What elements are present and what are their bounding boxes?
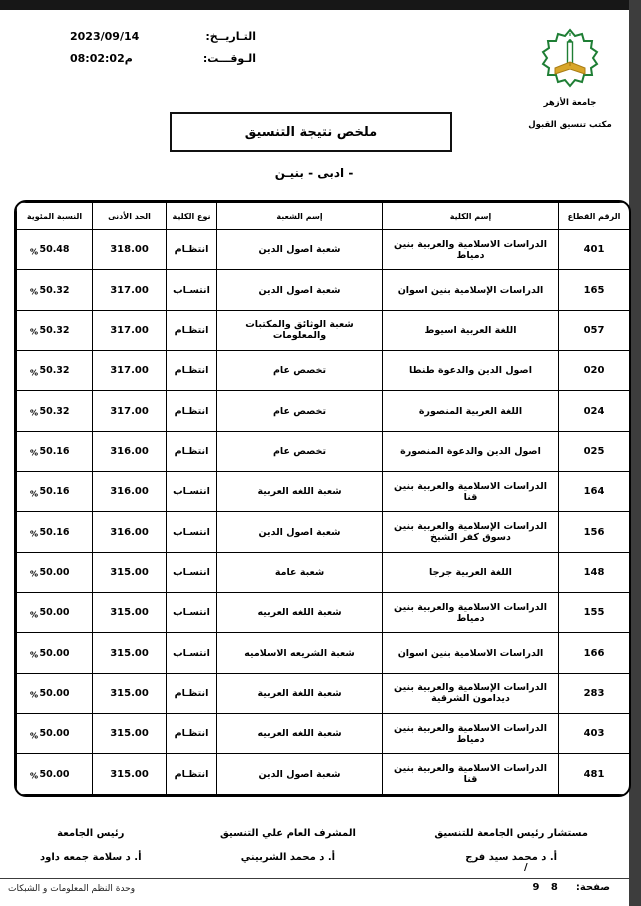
cell-code: 164 <box>559 472 630 512</box>
column-header-1: إسم الكلية <box>383 203 559 230</box>
percent-sign: % <box>30 650 39 660</box>
cell-college-type: انتظـام <box>167 714 217 754</box>
percentage-value: 50.00 <box>39 768 70 780</box>
column-header-3: نوع الكلية <box>167 203 217 230</box>
percentage-value: 50.48 <box>39 244 70 256</box>
cell-college-name: الدراسات الاسلامية بنين اسوان <box>383 633 559 673</box>
cell-minimum-score: 316.00 <box>93 431 167 471</box>
cell-branch-name: شعبة الوثائق والمكتبات والمعلومات <box>217 310 383 350</box>
cell-branch-name: شعبة اللغه العربيه <box>217 593 383 633</box>
cell-minimum-score: 318.00 <box>93 230 167 270</box>
cell-branch-name: شعبة عامة <box>217 552 383 592</box>
signatures-block <box>0 828 628 863</box>
time-row <box>70 52 256 65</box>
percent-sign: % <box>30 287 39 297</box>
cell-code: 155 <box>559 593 630 633</box>
cell-college-type: انتظـام <box>167 391 217 431</box>
cell-branch-name: شعبة اصول الدين <box>217 512 383 552</box>
cell-code: 020 <box>559 351 630 391</box>
cell-college-type: انتظـام <box>167 230 217 270</box>
cell-college-name: اصول الدين والدعوة المنصورة <box>383 431 559 471</box>
cell-percentage <box>17 754 93 795</box>
cell-minimum-score: 315.00 <box>93 754 167 795</box>
cell-code: 166 <box>559 633 630 673</box>
cell-minimum-score: 315.00 <box>93 633 167 673</box>
signature-title: رئيس الجامعة <box>57 828 125 839</box>
table-row <box>17 431 630 471</box>
table-row <box>17 230 630 270</box>
table-header-row <box>17 203 630 230</box>
report-title-box <box>170 112 452 152</box>
percentage-value: 50.00 <box>39 728 70 740</box>
viewer-top-bar <box>0 0 641 10</box>
cell-code: 165 <box>559 270 630 310</box>
percent-sign: % <box>30 327 39 337</box>
signature-name: أ. د محمد الشربيني <box>240 852 336 863</box>
cell-college-type: انتسـاب <box>167 552 217 592</box>
table-row <box>17 310 630 350</box>
percent-sign: % <box>30 771 39 781</box>
cell-college-type: انتظـام <box>167 754 217 795</box>
cell-college-name: الدراسات الاسلامية والعربية بنين دمياط <box>383 593 559 633</box>
table-row <box>17 512 630 552</box>
cell-percentage <box>17 351 93 391</box>
percent-sign: % <box>30 489 39 499</box>
column-header-4: الحد الأدنى <box>93 203 167 230</box>
cell-minimum-score: 315.00 <box>93 714 167 754</box>
percentage-value: 50.16 <box>39 526 70 538</box>
cell-college-name: الدراسات الإسلامية والعربية بنين دسوق كفر الشيخ <box>383 512 559 552</box>
time-value: 08:02:02م <box>70 52 133 65</box>
cell-code: 024 <box>559 391 630 431</box>
percentage-value: 50.00 <box>39 647 70 659</box>
office-name: مكتب تنسيق القبول <box>528 120 612 130</box>
cell-college-name: اللغة العربية اسيوط <box>383 310 559 350</box>
cell-percentage <box>17 431 93 471</box>
it-unit-credit: وحدة النظم المعلومات و الشبكات <box>8 884 136 894</box>
cell-minimum-score: 317.00 <box>93 391 167 431</box>
table-row <box>17 270 630 310</box>
cell-minimum-score: 315.00 <box>93 673 167 713</box>
cell-branch-name: تخصص عام <box>217 391 383 431</box>
cell-college-name: الدراسات الاسلامية والعربية بنين قنا <box>383 472 559 512</box>
al-azhar-emblem-icon <box>520 28 620 90</box>
table-row <box>17 391 630 431</box>
page-label: صفحة: <box>575 882 610 893</box>
percentage-value: 50.00 <box>39 687 70 699</box>
cell-minimum-score: 317.00 <box>93 270 167 310</box>
column-header-5: النسبة المئوية <box>17 203 93 230</box>
cell-minimum-score: 315.00 <box>93 552 167 592</box>
cell-college-name: الدراسات الاسلامية والعربية بنين دمياط <box>383 230 559 270</box>
cell-branch-name: شعبة اللغة العربية <box>217 673 383 713</box>
cell-code: 156 <box>559 512 630 552</box>
cell-percentage <box>17 472 93 512</box>
cell-college-type: انتظـام <box>167 351 217 391</box>
page-numbers: 9 8 <box>532 882 562 893</box>
percentage-value: 50.16 <box>39 486 70 498</box>
percent-sign: % <box>30 690 39 700</box>
cell-code: 481 <box>559 754 630 795</box>
cell-college-type: انتسـاب <box>167 472 217 512</box>
cell-college-name: اللغة العربية جرجا <box>383 552 559 592</box>
cell-college-type: انتسـاب <box>167 512 217 552</box>
cell-branch-name: تخصص عام <box>217 431 383 471</box>
cell-code: 401 <box>559 230 630 270</box>
signature <box>434 828 588 863</box>
table-body <box>17 230 630 795</box>
table-row <box>17 673 630 713</box>
cell-minimum-score: 317.00 <box>93 351 167 391</box>
signature-name: أ. د سلامة جمعه داود <box>40 852 142 863</box>
percent-sign: % <box>30 529 39 539</box>
signature-title: المشرف العام علي التنسيق <box>219 828 356 839</box>
percent-sign: % <box>30 368 39 378</box>
signature <box>220 828 356 863</box>
cell-college-type: انتظـام <box>167 431 217 471</box>
report-subtitle: - ادبى - بنيـن <box>274 166 354 180</box>
cell-college-type: انتسـاب <box>167 593 217 633</box>
cell-percentage <box>17 512 93 552</box>
cell-percentage <box>17 270 93 310</box>
date-row <box>70 30 256 43</box>
cell-code: 025 <box>559 431 630 471</box>
table-row <box>17 714 630 754</box>
percent-sign: % <box>30 610 39 620</box>
percentage-value: 50.32 <box>39 405 70 417</box>
cell-college-name: اصول الدين والدعوة طنطا <box>383 351 559 391</box>
column-header-2: إسم الشعبة <box>217 203 383 230</box>
percent-sign: % <box>30 731 39 741</box>
column-header-0: الرقم القطاع <box>559 203 630 230</box>
percent-sign: % <box>30 569 39 579</box>
cell-college-name: الدراسات الاسلامية والعربية بنين دمياط <box>383 714 559 754</box>
cell-code: 057 <box>559 310 630 350</box>
cell-branch-name: شعبة الشريعه الاسلاميه <box>217 633 383 673</box>
date-value: 2023/09/14 <box>70 30 140 43</box>
percentage-value: 50.16 <box>39 445 70 457</box>
table-row <box>17 754 630 795</box>
cell-branch-name: شعبة اللغه العربية <box>217 472 383 512</box>
table-row <box>17 552 630 592</box>
cell-percentage <box>17 714 93 754</box>
cell-college-name: اللغة العربية المنصورة <box>383 391 559 431</box>
signature-name: أ. د محمد سيد فرج <box>465 852 558 863</box>
table-row <box>17 633 630 673</box>
cell-percentage <box>17 552 93 592</box>
cell-minimum-score: 316.00 <box>93 512 167 552</box>
percent-sign: % <box>30 448 39 458</box>
datetime-block <box>70 30 256 74</box>
cell-branch-name: تخصص عام <box>217 351 383 391</box>
results-table-container <box>14 200 631 797</box>
cell-percentage <box>17 310 93 350</box>
cell-branch-name: شعبة اصول الدين <box>217 270 383 310</box>
cell-college-type: انتظـام <box>167 310 217 350</box>
results-table <box>16 202 630 795</box>
percentage-value: 50.32 <box>39 365 70 377</box>
cell-college-name: الدراسات الاسلامية والعربية بنين قنا <box>383 754 559 795</box>
cell-branch-name: شعبة اللغه العربيه <box>217 714 383 754</box>
percentage-value: 50.00 <box>39 607 70 619</box>
percent-sign: % <box>30 408 39 418</box>
page-indicator <box>500 882 610 893</box>
page-slash: / <box>524 862 528 873</box>
university-name: جامعة الأزهر <box>543 98 597 108</box>
cell-college-name: الدراسات الإسلامية بنين اسوان <box>383 270 559 310</box>
signature-title: مستشار رئيس الجامعة للتنسيق <box>434 828 588 839</box>
date-label: التـاريــخ: <box>205 30 256 43</box>
table-header <box>17 203 630 230</box>
cell-percentage <box>17 230 93 270</box>
organization-block <box>520 28 620 130</box>
percent-sign: % <box>30 247 39 257</box>
cell-percentage <box>17 673 93 713</box>
cell-percentage <box>17 593 93 633</box>
table-row <box>17 472 630 512</box>
cell-minimum-score: 317.00 <box>93 310 167 350</box>
cell-code: 283 <box>559 673 630 713</box>
percentage-value: 50.32 <box>39 324 70 336</box>
report-title: ملخص نتيجة التنسيق <box>244 124 378 140</box>
time-label: الـوقـــت: <box>202 52 256 65</box>
cell-code: 403 <box>559 714 630 754</box>
cell-college-type: انتظـام <box>167 673 217 713</box>
signature <box>40 828 142 863</box>
table-row <box>17 351 630 391</box>
table-row <box>17 593 630 633</box>
cell-college-type: انتسـاب <box>167 633 217 673</box>
cell-college-type: انتسـاب <box>167 270 217 310</box>
cell-college-name: الدراسات الإسلامية والعربية بنين ديدامون الشرقية <box>383 673 559 713</box>
cell-branch-name: شعبة اصول الدين <box>217 230 383 270</box>
percentage-value: 50.00 <box>39 566 70 578</box>
cell-code: 148 <box>559 552 630 592</box>
cell-minimum-score: 316.00 <box>93 472 167 512</box>
cell-minimum-score: 315.00 <box>93 593 167 633</box>
cell-percentage <box>17 391 93 431</box>
cell-percentage <box>17 633 93 673</box>
footer-divider <box>0 878 629 879</box>
percentage-value: 50.32 <box>39 284 70 296</box>
cell-branch-name: شعبة اصول الدين <box>217 754 383 795</box>
